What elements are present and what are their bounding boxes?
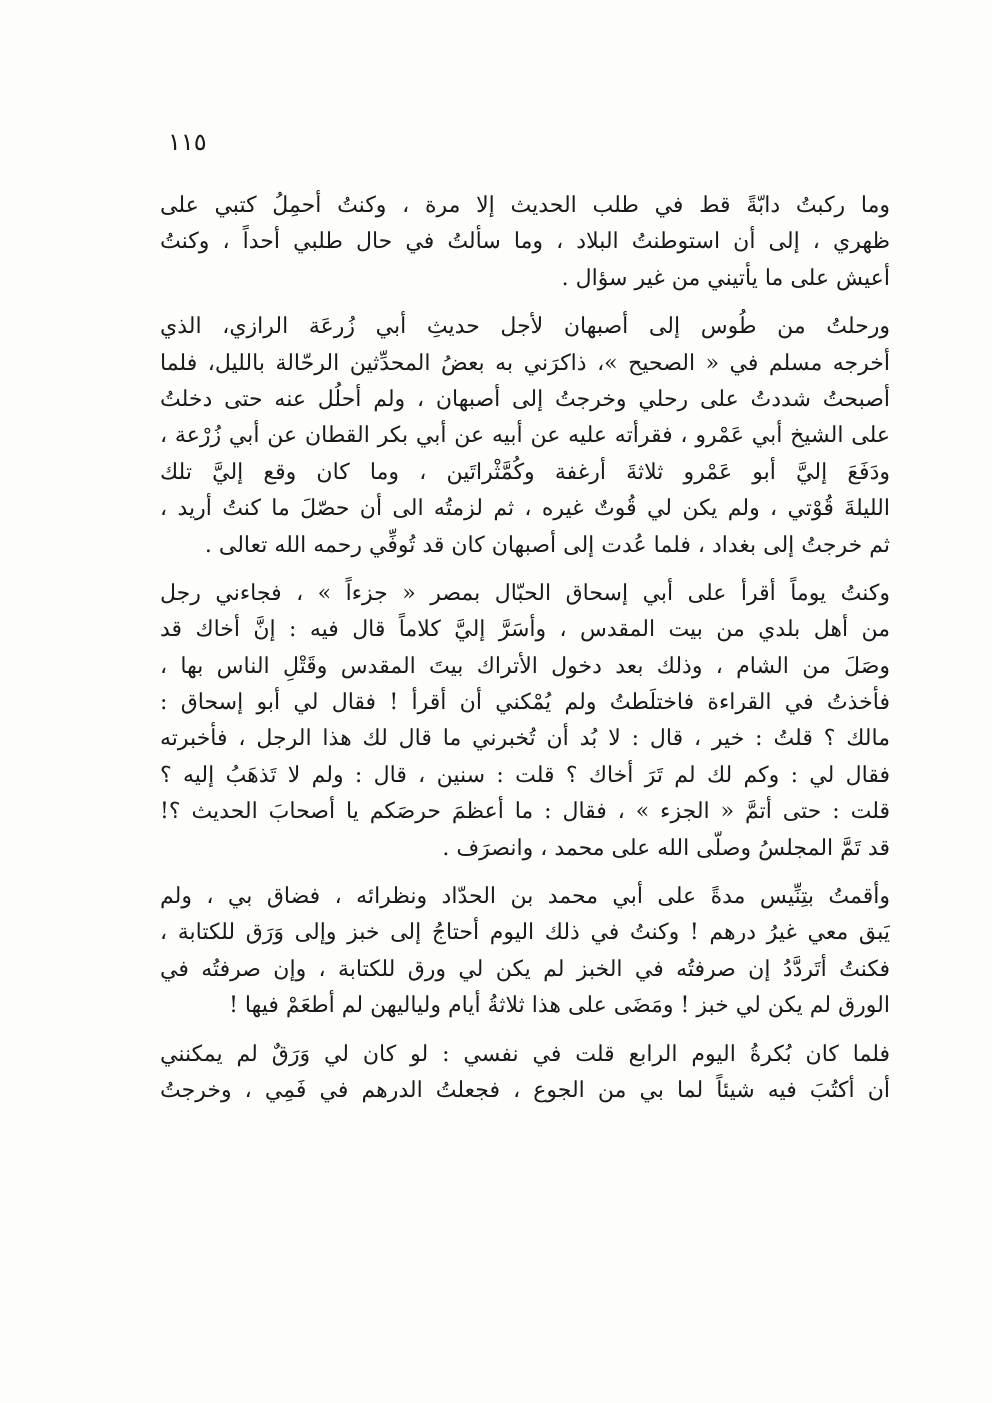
text-line: وكنتُ يوماً أقرأ على أبي إسحاق الحبّال بمصر « جزءاً » ، فجاءني رجل [160, 580, 890, 606]
paragraph-5 [160, 1037, 890, 1110]
text-line: وأقمتُ بتِنِّيس مدةً على أبي محمد بن الحدّاد ونظرائه ، فضاق بي ، ولم [160, 884, 890, 910]
text-line: قد تَمَّ المجلسُ وصلّى الله على محمد ، وانصرَف . [442, 835, 890, 861]
paragraph-3 [160, 576, 890, 867]
text-line: ودَفَعَ إليَّ أبو عَمْرو ثلاثةَ أرغفة وكُمَّثْراتَين ، وما كان وقع إليَّ تلك [160, 459, 890, 485]
text-line: الليلةَ قُوْتي ، ولم يكن لي قُوتٌ غيره ، ثم لزمتُه الى أن حصّلَ ما كنتُ أريد ، [160, 496, 890, 522]
paragraph-1 [160, 188, 890, 297]
text-line: ثم خرجتُ إلى بغداد ، فلما عُدت إلى أصبهان كان قد تُوفِّي رحمه الله تعالى . [204, 532, 890, 558]
text-line: ظهري ، إلى أن استوطنتُ البلاد ، وما سألتُ في حال طلبي أحداً ، وكنتُ [160, 229, 890, 255]
body-text [160, 188, 890, 1121]
page-number: ١١٥ [168, 128, 207, 156]
text-line: أصبحتُ شددتُ على رحلي وخرجتُ إلى أصبهان ، ولم أحلُل عنه حتى دخلتُ [160, 386, 890, 412]
text-line: وصَلَ من الشام ، وذلك بعد دخول الأتراك بيتَ المقدس وقَتْلِ الناس بها ، [160, 653, 890, 679]
paragraph-4 [160, 879, 890, 1025]
text-line: الورق لم يكن لي خبز ! ومَضَى على هذا ثلاثةُ أيام ولياليهن لم أطعَمْ فيها ! [229, 993, 890, 1019]
text-line: ورحلتُ من طُوس إلى أصبهان لأجل حديثِ أبي زُرعَة الرازي، الذي [160, 314, 890, 340]
paragraph-2 [160, 309, 890, 564]
text-line: أن أكتُبَ فيه شيئاً لما بي من الجوع ، فجعلتُ الدرهم في فَمِي ، وخرجتُ [160, 1077, 890, 1103]
text-line: من أهل بلدي من بيت المقدس ، وأسَرَّ إليَّ كلاماً قال فيه : إنَّ أخاك قد [160, 617, 890, 643]
text-line: يَبق معي غيرُ درهم ! وكنتُ في ذلك اليوم أحتاجُ إلى خبز وإلى وَرَق للكتابة ، [160, 920, 890, 946]
text-line: أخرجه مسلم في « الصحيح »، ذاكرَني به بعضُ المحدِّثين الرحّالة بالليل، فلما [160, 350, 890, 376]
text-line: أعيش على ما يأتيني من غير سؤال . [561, 265, 890, 291]
text-line: على الشيخ أبي عَمْرو ، فقرأته عليه عن أبيه عن أبي بكر القطان عن أبي زُرْعة ، [160, 423, 890, 449]
text-line: مالك ؟ قلتُ : خير ، قال : لا بُد أن تُخبرني ما قال لك هذا الرجل ، فأخبرته [160, 726, 890, 752]
text-line: فقال لي : وكم لك لم تَرَ أخاك ؟ قلت : سنين ، قال : ولم لا تَذهَبُ إليه ؟ [160, 762, 890, 788]
text-line: قلت : حتى أتمَّ « الجزء » ، فقال : ما أعظمَ حرصَكم يا أصحابَ الحديث ؟! [160, 799, 890, 825]
text-line: فأخذتُ في القراءة فاختلَطتُ ولم يُمْكني أن أقرأ ! فقال لي أبو إسحاق : [160, 690, 890, 716]
text-line: فكنتُ أتَردَّدُ إن صرفتُه في الخبز لم يكن لي ورق للكتابة ، وإن صرفتُه في [160, 956, 890, 982]
text-line: وما ركبتُ دابّةً قط في طلب الحديث إلا مرة ، وكنتُ أحمِلُ كتبي على [160, 193, 890, 218]
text-line: فلما كان بُكرةُ اليوم الرابع قلت في نفسي : لو كان لي وَرَقٌ لم يمكنني [160, 1041, 890, 1067]
